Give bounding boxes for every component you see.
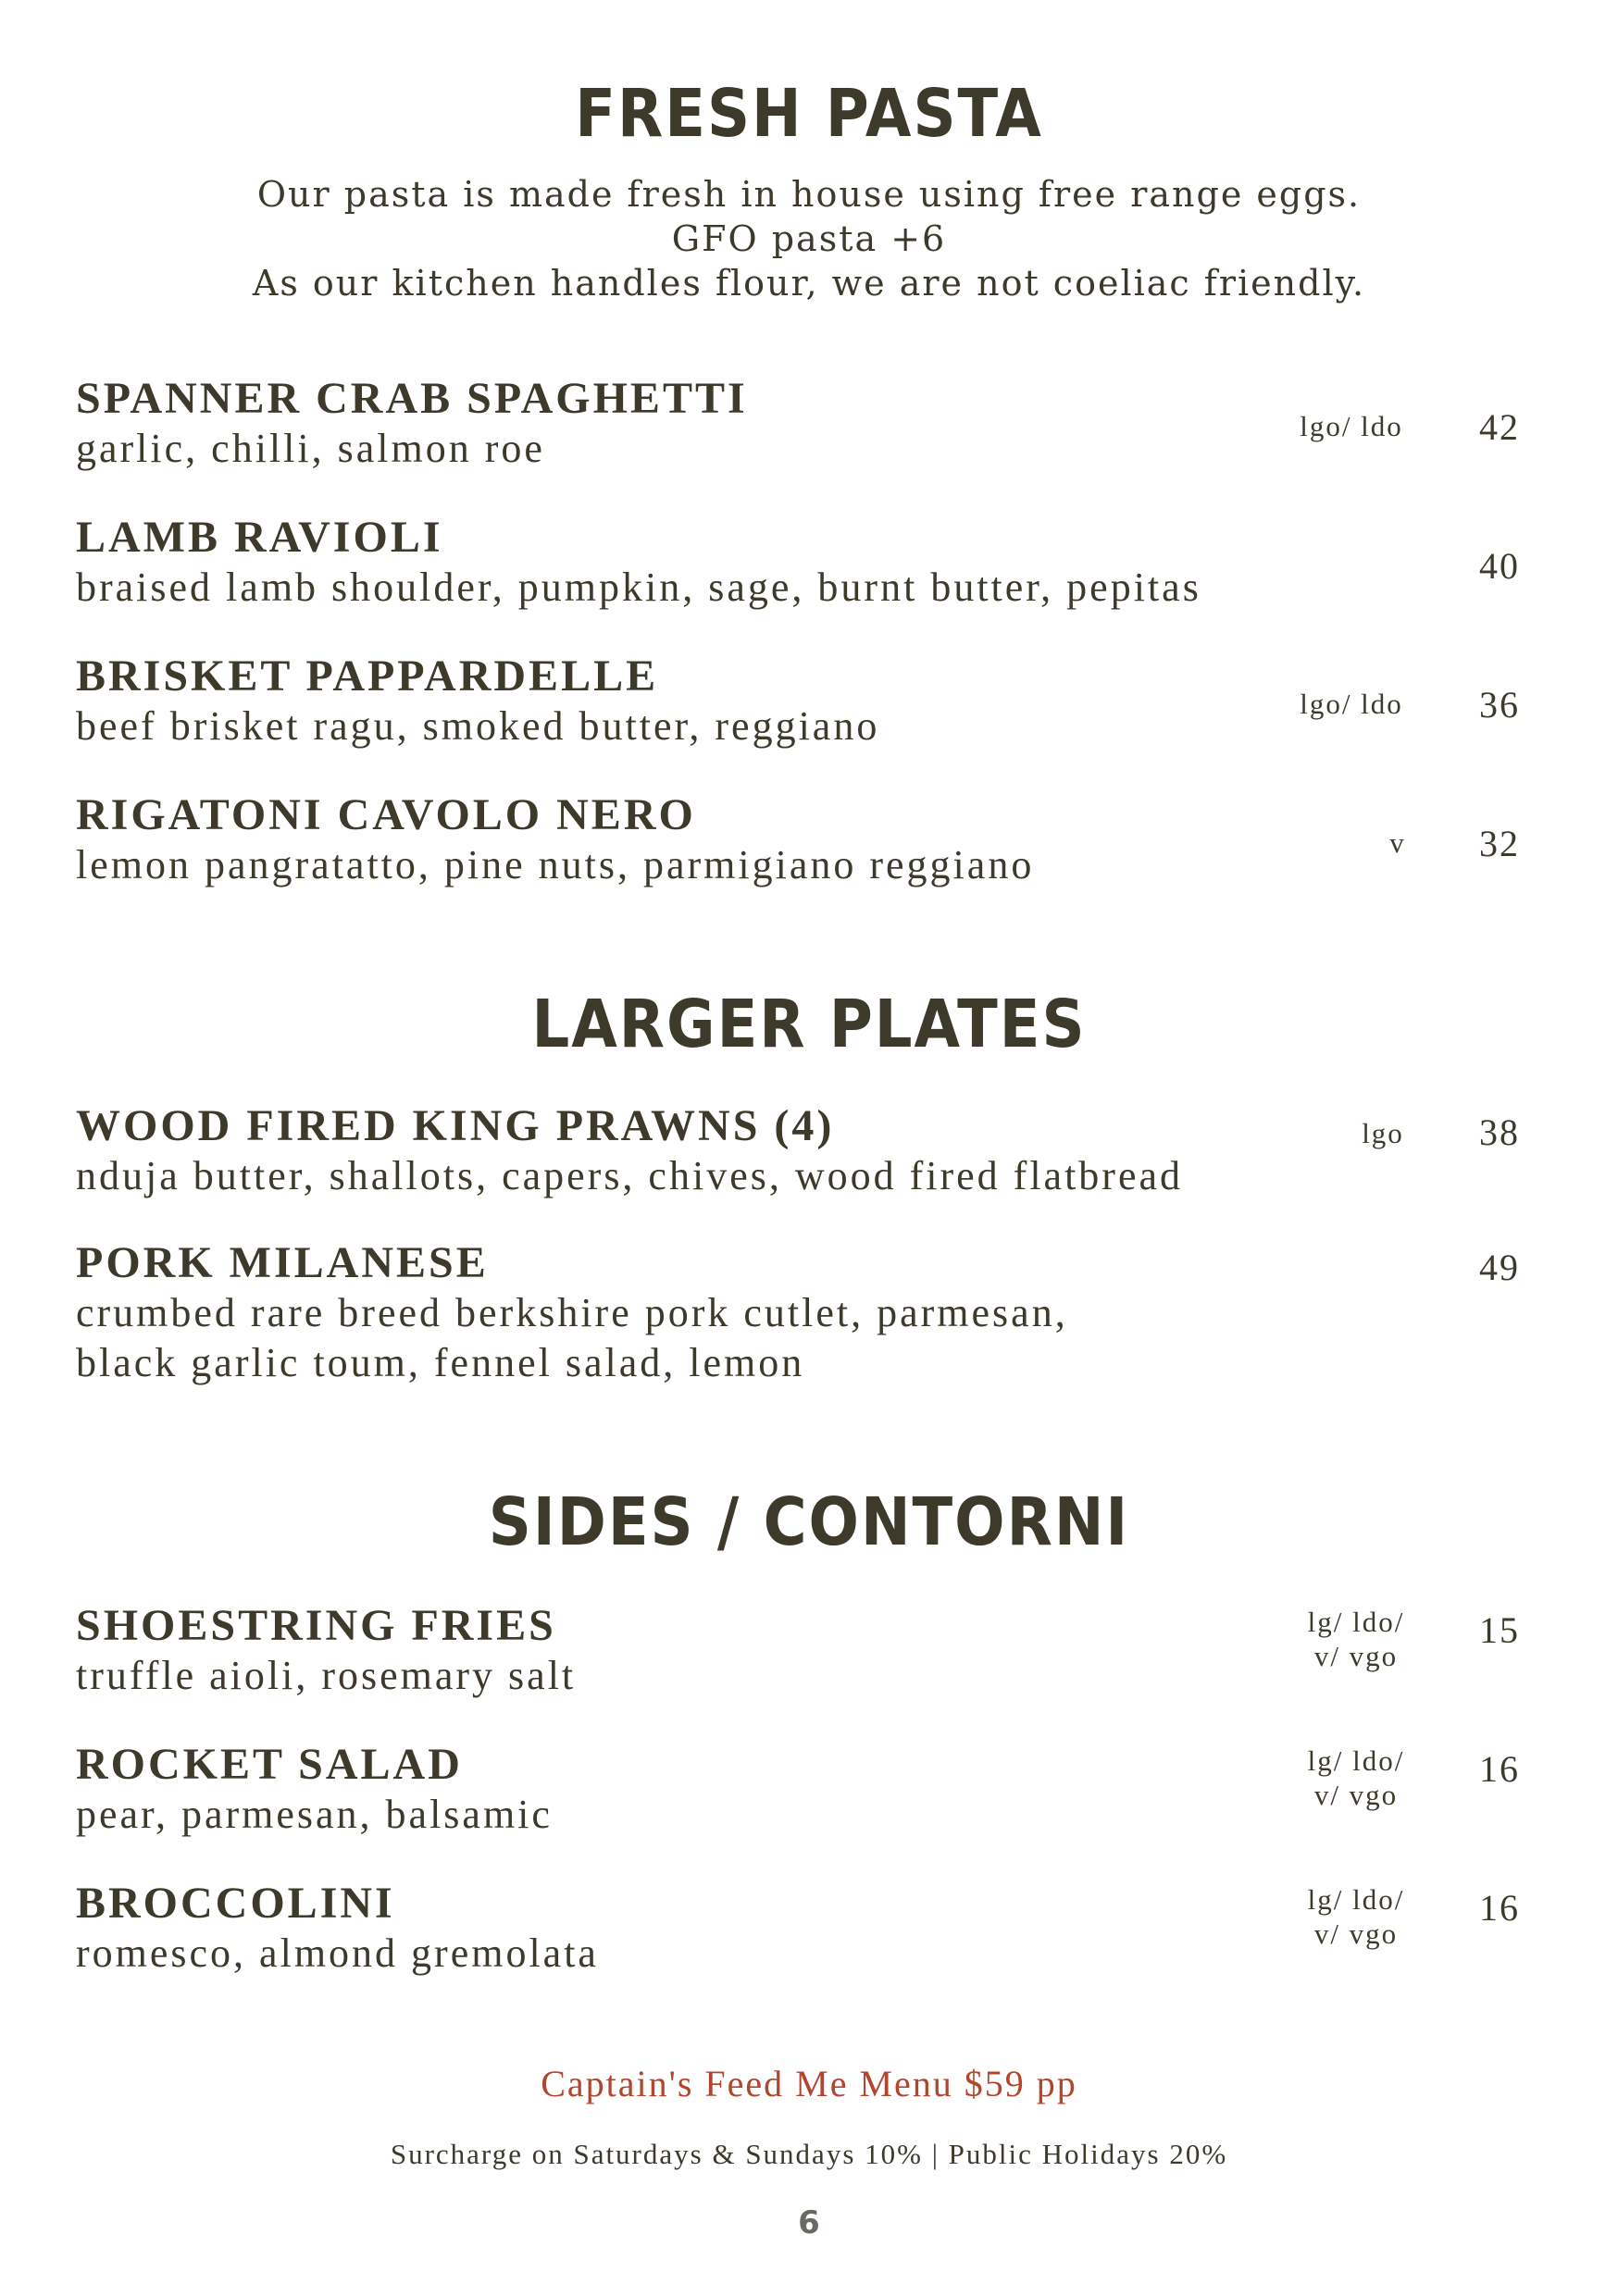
dietary-tag-line: lgo xyxy=(1362,1117,1404,1149)
dietary-tags xyxy=(1287,1882,1425,1951)
item-description: pear, parmesan, balsamic xyxy=(76,1792,553,1837)
pasta-intro-line: Our pasta is made fresh in house using free range eggs. xyxy=(256,174,1362,215)
item-description: garlic, chilli, salmon roe xyxy=(76,426,545,471)
item-name: PORK MILANESE xyxy=(76,1238,489,1287)
item-description: lemon pangratatto, pine nuts, parmigiano reggiano xyxy=(76,842,1035,887)
item-name: SHOESTRING FRIES xyxy=(76,1601,556,1650)
item-description: beef brisket ragu, smoked butter, reggiano xyxy=(76,703,880,749)
surcharge-note: Surcharge on Saturdays & Sundays 10% | Public Holidays 20% xyxy=(390,2138,1228,2170)
dietary-tags xyxy=(1277,409,1425,443)
item-description: crumbed rare breed berkshire pork cutlet, parmesan, xyxy=(76,1290,1068,1335)
item-price: 16 xyxy=(1479,1748,1520,1790)
item-name: WOOD FIRED KING PRAWNS (4) xyxy=(76,1101,835,1150)
item-description: romesco, almond gremolata xyxy=(76,1930,599,1976)
dietary-tag-line: lg/ ldo/ xyxy=(1307,1606,1405,1638)
item-price: 32 xyxy=(1479,823,1520,864)
dietary-tag-line: v/ vgo xyxy=(1313,1640,1399,1672)
item-description: black garlic toum, fennel salad, lemon xyxy=(76,1340,805,1385)
item-price: 40 xyxy=(1479,545,1520,587)
dietary-tag-line: v xyxy=(1389,826,1406,859)
item-name: BROCCOLINI xyxy=(76,1879,395,1928)
section-title-larger-plates: LARGER PLATES xyxy=(531,987,1087,1063)
menu-item-pork-milanese xyxy=(76,1238,1520,1388)
dietary-tags xyxy=(1287,1605,1425,1673)
item-price: 49 xyxy=(1479,1247,1520,1288)
pasta-intro-line: As our kitchen handles flour, we are not coeliac friendly. xyxy=(252,263,1366,304)
item-name: SPANNER CRAB SPAGHETTI xyxy=(76,374,748,423)
item-price: 38 xyxy=(1479,1111,1520,1153)
section-title-sides-contorni: SIDES / CONTORNI xyxy=(488,1484,1130,1561)
dietary-tags xyxy=(1370,825,1425,860)
item-price: 15 xyxy=(1479,1609,1520,1651)
dietary-tags xyxy=(1287,1744,1425,1812)
dietary-tags xyxy=(1277,687,1425,721)
section-title-fresh-pasta: FRESH PASTA xyxy=(575,76,1043,153)
dietary-tag-line: lgo/ ldo xyxy=(1300,688,1403,720)
item-price: 42 xyxy=(1479,406,1520,448)
page-number: 6 xyxy=(798,2204,820,2241)
item-name: BRISKET PAPPARDELLE xyxy=(76,652,659,701)
item-price: 36 xyxy=(1479,684,1520,726)
pasta-intro-line: GFO pasta +6 xyxy=(671,218,947,259)
item-name: LAMB RAVIOLI xyxy=(76,513,443,562)
item-name: ROCKET SALAD xyxy=(76,1740,463,1789)
dietary-tag-line: v/ vgo xyxy=(1313,1779,1399,1811)
menu-item-wood-fired-king-prawns xyxy=(76,1101,1520,1201)
pasta-intro xyxy=(0,172,1618,305)
item-price: 16 xyxy=(1479,1887,1520,1929)
item-description: truffle aioli, rosemary salt xyxy=(76,1653,577,1698)
item-description: braised lamb shoulder, pumpkin, sage, burnt butter, pepitas xyxy=(76,565,1201,610)
item-description: nduja butter, shallots, capers, chives, wood fired flatbread xyxy=(76,1153,1184,1198)
item-name: RIGATONI CAVOLO NERO xyxy=(76,790,696,839)
dietary-tag-line: lg/ ldo/ xyxy=(1307,1883,1405,1916)
feed-me-menu-note: Captain's Feed Me Menu $59 pp xyxy=(541,2063,1077,2104)
dietary-tag-line: lg/ ldo/ xyxy=(1307,1744,1405,1777)
dietary-tags xyxy=(1337,1116,1429,1150)
menu-item-lamb-ravioli xyxy=(76,513,1520,613)
dietary-tag-line: v/ vgo xyxy=(1313,1917,1399,1950)
dietary-tag-line: lgo/ ldo xyxy=(1300,410,1403,442)
menu-item-rigatoni-cavolo-nero xyxy=(76,790,1520,890)
